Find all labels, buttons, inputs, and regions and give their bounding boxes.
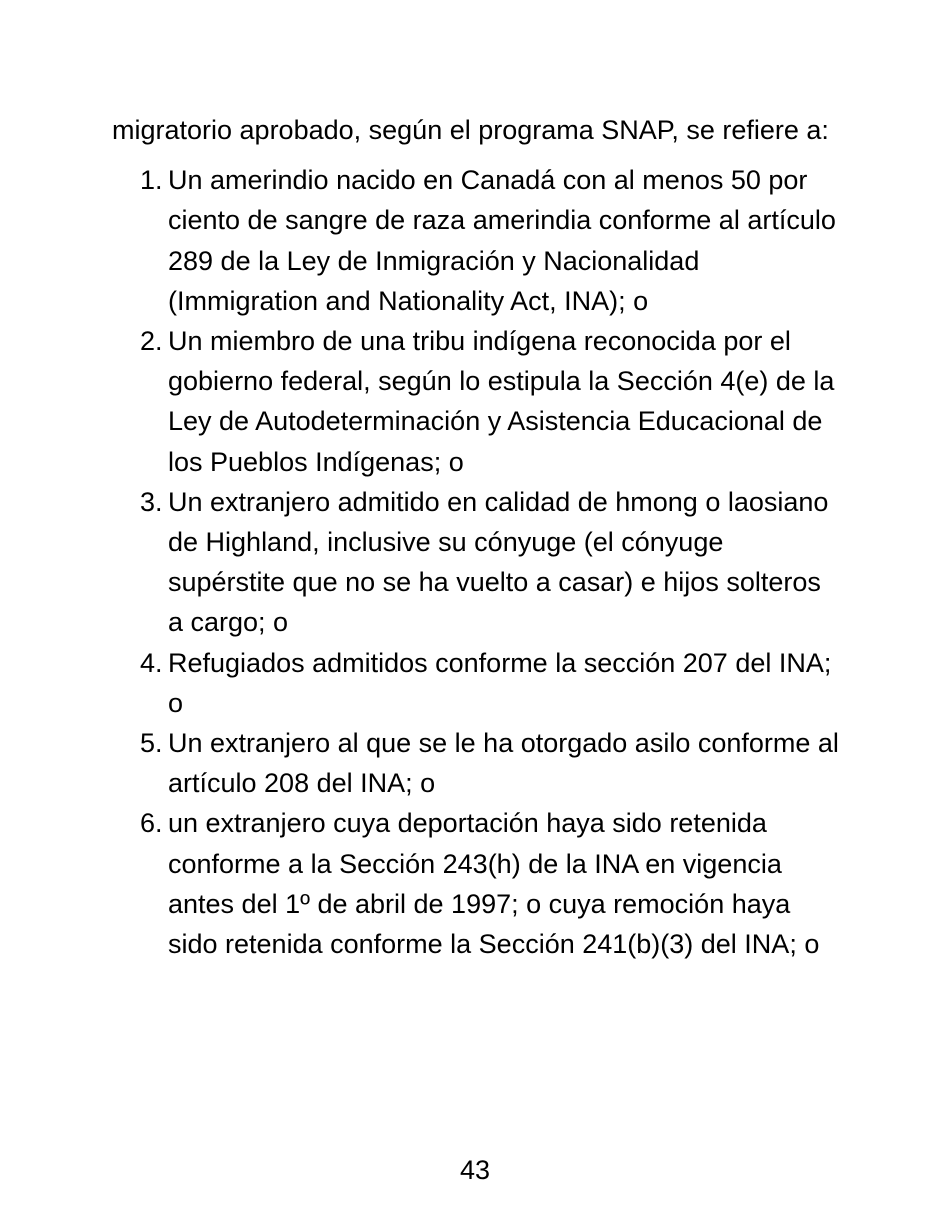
page-content xyxy=(112,110,842,964)
list-item xyxy=(112,723,842,803)
list-item xyxy=(112,803,842,964)
list-item xyxy=(112,321,842,482)
eligibility-list xyxy=(112,160,842,964)
list-item xyxy=(112,643,842,723)
list-item-number: 2. xyxy=(140,326,163,357)
list-item-number: 3. xyxy=(140,486,163,517)
list-item-number: 6. xyxy=(140,808,163,839)
list-item xyxy=(112,160,842,321)
list-item-text: Un extranjero admitido en calidad de hmong o laosiano de Highland, inclusive su cónyuge (el cónyuge supérstite que no se ha vuelto a casar) e hijos solteros a cargo; o xyxy=(168,486,829,638)
list-item xyxy=(112,482,842,643)
list-item-number: 1. xyxy=(140,165,163,196)
list-item-text: Un amerindio nacido en Canadá con al menos 50 por ciento de sangre de raza amerindia conforme al artículo 289 de la Ley de Inmigración y Nacionalidad (Immigration and Nationality Act, INA); o xyxy=(168,165,836,316)
list-item-text: Un miembro de una tribu indígena reconocida por el gobierno federal, según lo estipula la Sección 4(e) de la Ley de Autodeterminación y Asistencia Educacional de los Pueblos Indígenas; o xyxy=(168,326,835,477)
list-item-text: Un extranjero al que se le ha otorgado asilo conforme al artículo 208 del INA; o xyxy=(168,728,839,799)
page-number: 43 xyxy=(459,1155,491,1185)
list-item-text: Refugiados admitidos conforme la sección 207 del INA; o xyxy=(168,647,832,718)
list-item-number: 4. xyxy=(140,647,163,678)
intro-paragraph: migratorio aprobado, según el programa SNAP, se refiere a: xyxy=(112,115,829,145)
list-item-text: un extranjero cuya deportación haya sido retenida conforme a la Sección 243(h) de la INA en vigencia antes del 1º de abril de 1997; o cuya remoción haya sido retenida conforme la Sección 241(b)(3) del INA; o xyxy=(168,808,820,960)
list-item-number: 5. xyxy=(140,728,163,759)
